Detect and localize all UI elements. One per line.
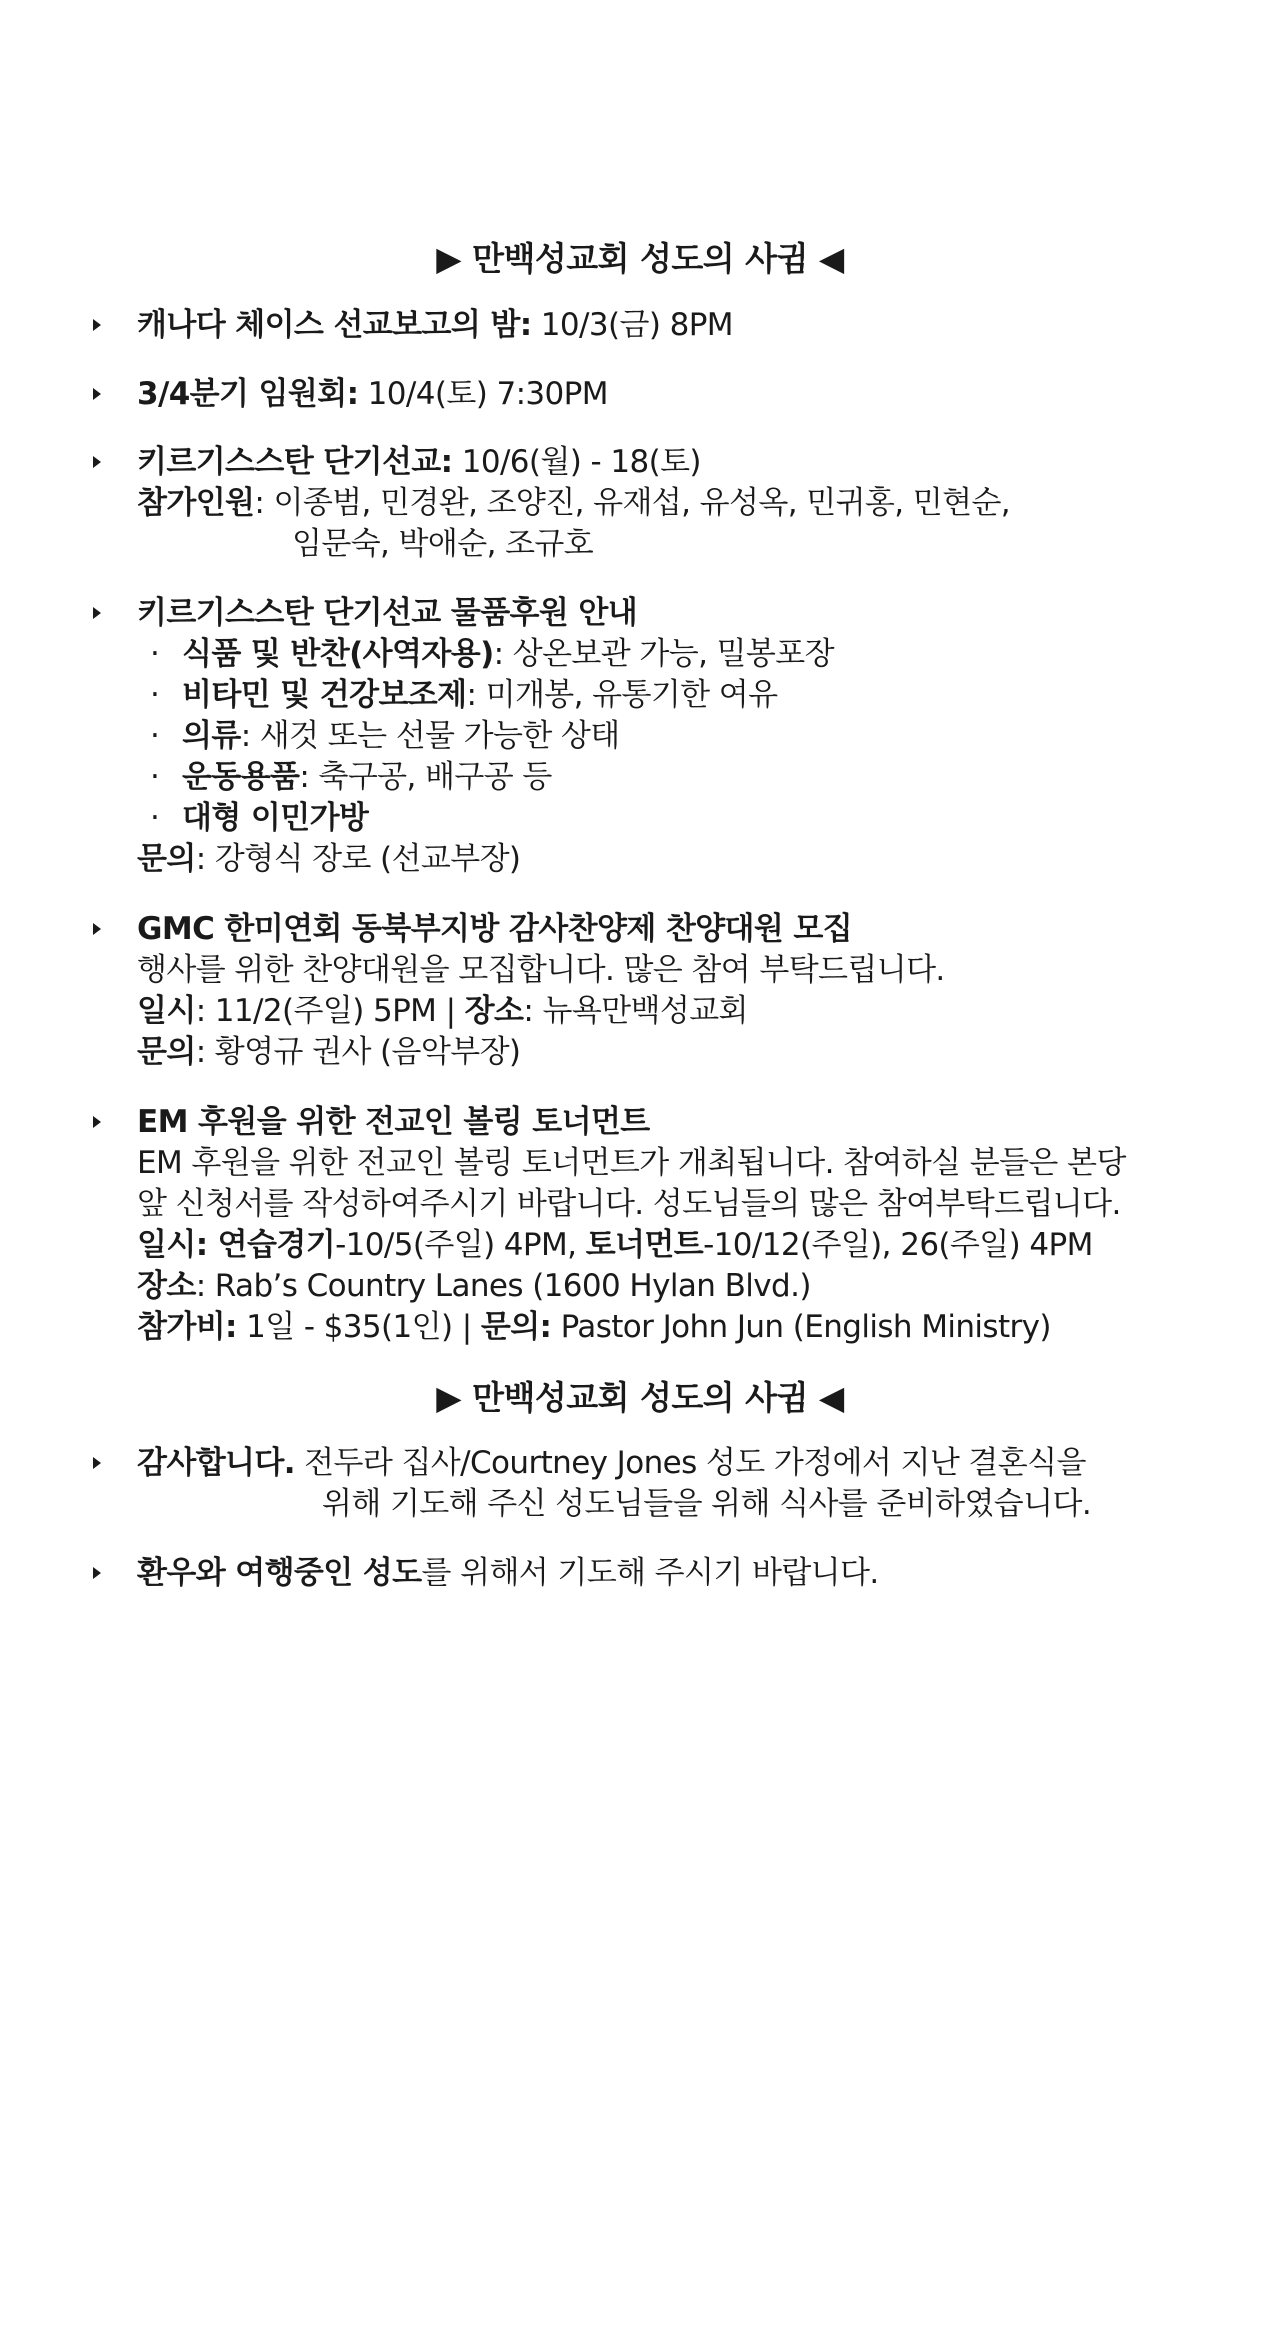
announcement-body: 앞 신청서를 작성하여주시기 바랍니다. 성도님들의 많은 참여부탁드립니다.: [137, 1186, 1121, 1222]
thanks-line-continued: 위해 기도해 주신 성도님들을 위해 식사를 준비하였습니다.: [322, 1486, 1092, 1522]
contact-line: [137, 1032, 520, 1072]
bullet-triangle-icon: [93, 319, 101, 331]
date-label: 일시: 연습경기: [137, 1227, 336, 1263]
announcement-title: GMC 한미연회 동북부지방 감사찬양제 찬양대원 모집: [137, 911, 853, 947]
date-label: 일시: [137, 993, 196, 1029]
contact-label: 문의: [137, 841, 196, 877]
announcement-value: 10/3(금) 8PM: [531, 307, 733, 343]
members-line-continued: 임문숙, 박애순, 조규호: [292, 526, 594, 562]
announcement-body: EM 후원을 위한 전교인 볼링 토너먼트가 개최됩니다. 참여하실 분들은 본당: [137, 1145, 1126, 1181]
item-text: : 축구공, 배구공 등: [299, 759, 552, 795]
announcement-line: [137, 305, 733, 345]
bullet-triangle-icon: [93, 923, 101, 935]
list-dot: ·: [150, 800, 160, 836]
announcement-body: 행사를 위한 찬양대원을 모집합니다. 많은 참여 부탁드립니다.: [137, 952, 945, 988]
announcement-label: 3/4분기 임원회:: [137, 376, 359, 412]
donation-list-item: [182, 634, 834, 674]
list-dot: ·: [150, 636, 160, 672]
donation-list-item: [182, 716, 620, 756]
bullet-triangle-icon: [93, 607, 101, 619]
thanks-text: 전두라 집사/Courtney Jones 성도 가정에서 지난 결혼식을: [294, 1445, 1086, 1481]
contact-text: : 황영규 권사 (음악부장): [195, 1034, 521, 1070]
prayer-text: 를 위해서 기도해 주시기 바랍니다.: [421, 1555, 879, 1591]
tournament-text: -10/12(주일), 26(주일) 4PM: [703, 1227, 1093, 1263]
contact-label: 문의: [137, 1034, 196, 1070]
date-text: : 11/2(주일) 5PM |: [195, 993, 465, 1029]
bullet-triangle-icon: [93, 1116, 101, 1128]
list-dot: ·: [150, 677, 160, 713]
contact-label: 문의:: [480, 1309, 552, 1345]
announcement-value: 10/6(월) - 18(토): [452, 444, 701, 480]
list-dot: ·: [150, 718, 160, 754]
donation-list-item: [182, 675, 777, 715]
donation-list-item: [182, 757, 552, 797]
list-dot: ·: [150, 759, 160, 795]
date-text: -10/5(주일) 4PM,: [335, 1227, 586, 1263]
item-label: 대형 이민가방: [182, 800, 369, 836]
item-text: : 새것 또는 선물 가능한 상태: [240, 718, 620, 754]
announcement-label: 키르기스스탄 단기선교:: [137, 444, 453, 480]
members-line: [137, 483, 1010, 523]
announcement-line: [137, 442, 701, 482]
item-label: 운동용품: [182, 759, 300, 795]
contact-text: : 강형식 장로 (선교부장): [195, 841, 521, 877]
fee-contact-line: [137, 1307, 1051, 1347]
place-label: 장소: [137, 1268, 196, 1304]
thanks-label: 감사합니다.: [137, 1445, 295, 1481]
contact-line: [137, 839, 520, 879]
announcement-value: 10/4(토) 7:30PM: [358, 376, 608, 412]
bullet-triangle-icon: [93, 456, 101, 468]
announcement-line: [137, 374, 608, 414]
prayer-line: [137, 1553, 879, 1593]
fee-label: 참가비:: [137, 1309, 237, 1345]
section-heading: ▶ 만백성교회 성도의 사귐 ◀: [436, 1378, 844, 1417]
item-label: 비타민 및 건강보조제: [182, 677, 467, 713]
thanks-line: [137, 1443, 1086, 1483]
contact-text: Pastor John Jun (English Ministry): [551, 1309, 1051, 1345]
members-label: 참가인원: [137, 485, 255, 521]
announcement-title: 키르기스스탄 단기선교 물품후원 안내: [137, 595, 638, 631]
date-line: [137, 1225, 1093, 1265]
fee-text: 1일 - $35(1인) |: [236, 1309, 481, 1345]
place-line: [137, 1266, 811, 1306]
prayer-label: 환우와 여행중인 성도: [137, 1555, 422, 1591]
place-text: : 뉴욕만백성교회: [523, 993, 748, 1029]
place-label: 장소: [464, 993, 524, 1029]
announcement-label: 캐나다 체이스 선교보고의 밤:: [137, 307, 532, 343]
announcement-title: EM 후원을 위한 전교인 볼링 토너먼트: [137, 1104, 650, 1140]
place-text: : Rab’s Country Lanes (1600 Hylan Blvd.): [195, 1268, 811, 1304]
item-text: : 미개봉, 유통기한 여유: [466, 677, 778, 713]
members-list: : 이종범, 민경완, 조양진, 유재섭, 유성옥, 민귀홍, 민현순,: [254, 485, 1011, 521]
date-place-line: [137, 991, 748, 1031]
bullet-triangle-icon: [93, 388, 101, 400]
tournament-label: 토너먼트: [585, 1227, 704, 1263]
bullet-triangle-icon: [93, 1567, 101, 1579]
item-text: : 상온보관 가능, 밀봉포장: [493, 636, 834, 672]
bullet-triangle-icon: [93, 1457, 101, 1469]
item-label: 식품 및 반찬(사역자용): [182, 636, 494, 672]
donation-list-item: [182, 798, 368, 838]
section-heading: ▶ 만백성교회 성도의 사귐 ◀: [436, 239, 844, 278]
item-label: 의류: [182, 718, 241, 754]
